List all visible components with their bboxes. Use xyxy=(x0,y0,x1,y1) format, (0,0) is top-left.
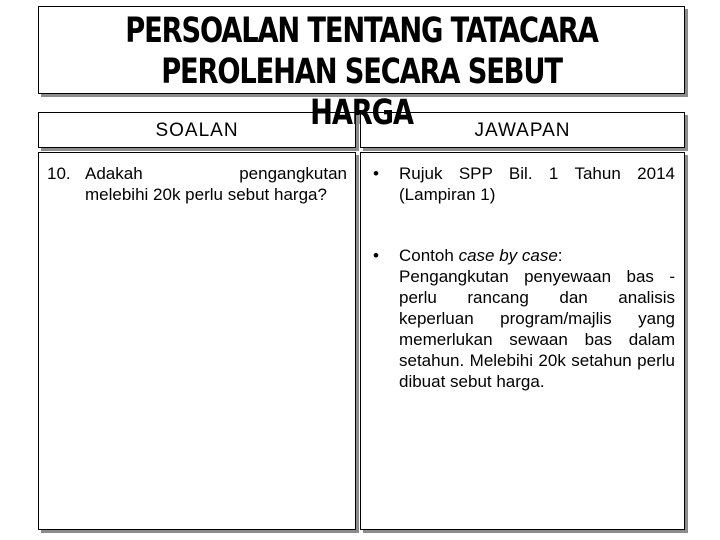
jawapan-header xyxy=(360,112,685,148)
soalan-cell xyxy=(38,152,356,530)
question-word-1: Adakah xyxy=(85,164,143,183)
question-rest: melebihi 20k perlu sebut harga? xyxy=(85,185,327,204)
title-line-2: PEROLEHAN SECARA SEBUT HARGA xyxy=(161,52,562,133)
bullet-icon: • xyxy=(373,164,379,183)
answer-2-label-italic: case by case xyxy=(458,246,558,265)
answer-2-label-bold: Contoh xyxy=(399,246,454,265)
answer-2-label xyxy=(399,245,675,266)
soalan-header-label: SOALAN xyxy=(155,120,239,141)
jawapan-cell xyxy=(360,152,685,530)
question-word-2: pengangkutan xyxy=(239,164,347,183)
question-text xyxy=(85,163,347,205)
jawapan-header-label: JAWAPAN xyxy=(474,120,571,141)
bullet-icon: • xyxy=(373,246,379,265)
answer-2-detail: Pengangkutan penyewaan bas - perlu rancang dan analisis keperluan program/majlis yang memerlukan sewaan bas dalam setahun. Melebihi 20k setahun perlu dibuat sebut harga. xyxy=(399,267,675,391)
answer-1-text: Rujuk SPP Bil. 1 Tahun 2014 (Lampiran 1) xyxy=(399,164,675,204)
title-line-1: PERSOALAN TENTANG TATACARA xyxy=(125,11,598,51)
answer-2-body xyxy=(399,245,675,392)
question-number: 10. xyxy=(47,164,71,183)
answer-2-label-colon: : xyxy=(557,246,563,265)
soalan-header xyxy=(38,112,356,148)
